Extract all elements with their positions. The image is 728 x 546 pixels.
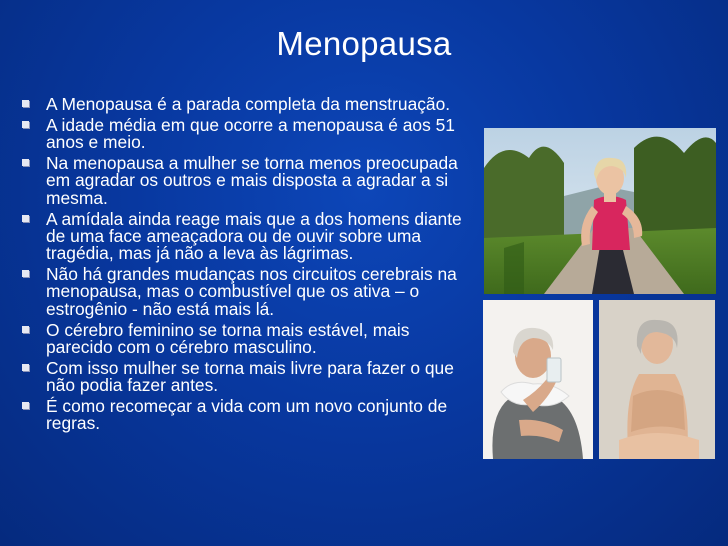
square-bullet-icon <box>22 326 29 333</box>
square-bullet-icon <box>22 270 29 277</box>
square-bullet-icon <box>22 364 29 371</box>
bullet-list <box>22 96 472 436</box>
bullet-text: A amídala ainda reage mais que a dos homens diante de uma face ameaçadora ou de ouvir sobre uma tragédia, mas já não a leva às lágrimas. <box>46 208 462 264</box>
bullet-item <box>22 114 472 153</box>
photo-woman-towel <box>483 300 593 459</box>
photo-woman-seated <box>599 300 715 459</box>
bullet-item <box>22 266 472 318</box>
bullet-text: Na menopausa a mulher se torna menos preocupada em agradar os outros e mais disposta a agradar a si mesma. <box>46 153 458 208</box>
bullet-text: A idade média em que ocorre a menopausa é aos 51 anos e meio. <box>46 114 455 153</box>
bullet-text: O cérebro feminino se torna mais estável, mais parecido com o cérebro masculino. <box>46 319 410 357</box>
square-bullet-icon <box>22 159 29 166</box>
bullet-item <box>22 395 472 434</box>
bullet-item <box>22 319 472 357</box>
bullet-item <box>22 208 472 264</box>
square-bullet-icon <box>22 100 29 107</box>
slide-title: Menopausa <box>276 25 452 62</box>
bullet-text: Não há grandes mudanças nos circuitos cerebrais na menopausa, mas o combustível que os ativa – o estrogênio - não está mais lá. <box>46 264 457 319</box>
bullet-item <box>22 155 472 207</box>
bullet-item <box>22 96 472 113</box>
square-bullet-icon <box>22 121 29 128</box>
bullet-text: É como recomeçar a vida com um novo conjunto de regras. <box>46 395 448 434</box>
bullet-text: Com isso mulher se torna mais livre para fazer o que não podia fazer antes. <box>46 357 454 396</box>
square-bullet-icon <box>22 215 29 222</box>
square-bullet-icon <box>22 402 29 409</box>
bullet-item <box>22 357 472 396</box>
bullet-text: A Menopausa é a parada completa da menstruação. <box>46 94 451 114</box>
photo-woman-running <box>484 128 716 294</box>
